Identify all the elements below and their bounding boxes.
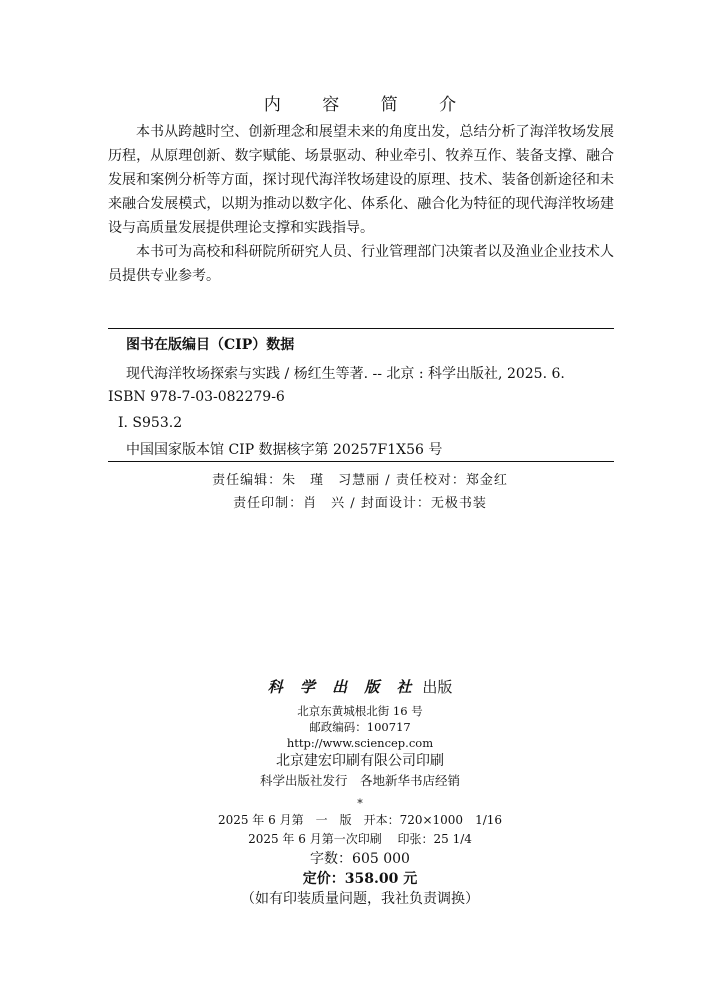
separator-star: * (357, 797, 363, 810)
printer-line: 北京建宏印刷有限公司印刷 (276, 753, 444, 769)
cip-data-block (108, 328, 614, 462)
publisher-url: http://www.sciencep.com (286, 736, 434, 750)
publisher-postcode: 邮政编码：100717 (309, 720, 411, 734)
summary-section (108, 120, 614, 288)
cip-heading: 图书在版编目（CIP）数据 (126, 337, 295, 353)
publisher-address: 北京东黄城根北街 16 号 (297, 704, 423, 718)
word-count: 字数：605 000 (310, 851, 410, 867)
cip-classification: Ⅰ. S953.2 (118, 415, 183, 431)
credits-production: 责任印制：肖 兴 / 封面设计：无极书装 (233, 496, 487, 511)
summary-paragraph-2: 本书可为高校和科研院所研究人员、行业管理部门决策者以及渔业企业技术人员提供专业参考。 (108, 244, 614, 284)
publisher-name: 科 学 出 版 社 (267, 678, 418, 696)
publisher-suffix: 出版 (422, 678, 453, 696)
cip-isbn: ISBN 978-7-03-082279-6 (108, 389, 285, 405)
publisher-line (0, 676, 720, 697)
cip-record: 现代海洋牧场探索与实践 / 杨红生等著. -- 北京 : 科学出版社, 2025. 6. (126, 366, 565, 382)
credits-editors: 责任编辑：朱 瑾 习慧丽 / 责任校对：郑金红 (212, 473, 508, 488)
distribution-line: 科学出版社发行 各地新华书店经销 (259, 773, 460, 788)
printing-line: 2025 年 6 月第一次印刷 印张：25 1/4 (248, 832, 472, 846)
edition-line: 2025 年 6 月第 一 版 开本：720×1000 1/16 (217, 813, 503, 827)
cip-number: 中国国家版本馆 CIP 数据核字第 20257F1X56 号 (126, 442, 443, 458)
price: 定价：358.00 元 (302, 871, 418, 887)
page-title: 内 容 简 介 (263, 95, 475, 115)
summary-paragraph-1: 本书从跨越时空、创新理念和展望未来的角度出发，总结分析了海洋牧场发展历程，从原理创新、数字赋能、场景驱动、种业牵引、牧养互作、装备支撑、融合发展和案例分析等方面，探讨现代海洋牧场建设的原理、技术、装备创新途径和未来融合发展模式，以期为推动以数字化、体系化、融合化为特征的现代海洋牧场建设与高质量发展提供理论支撑和实践指导。 (108, 124, 614, 236)
quality-notice: （如有印装质量问题，我社负责调换） (241, 891, 479, 907)
publication-info (0, 676, 720, 909)
